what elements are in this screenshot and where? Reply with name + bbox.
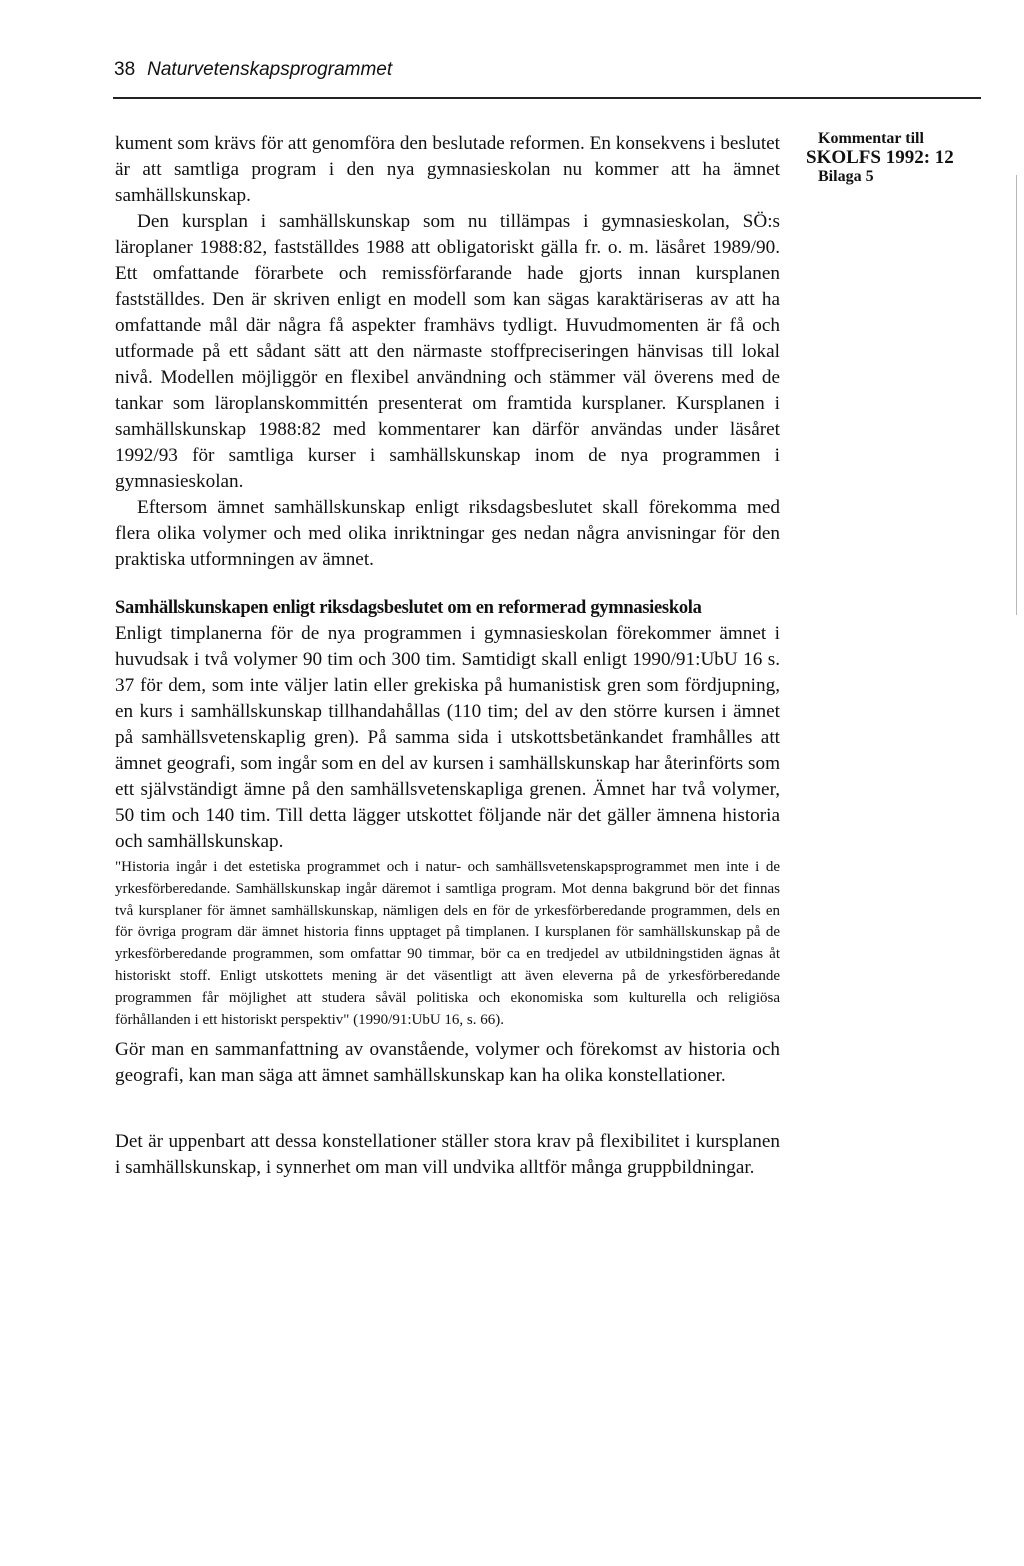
header-rule: [113, 97, 981, 99]
paragraph-5: Gör man en sammanfattning av ovanstående, volymer och förekomst av historia och geografi, kan man säga att ämnet samhällskunskap kan ha olika konstellationer.: [115, 1039, 780, 1087]
block-quote: "Historia ingår i det estetiska programmet och i natur- och samhällsvetenskapsprogrammet men inte i de yrkesförberedande. Samhällskunskap ingår däremot i samtliga program. Mot denna bakgrund bör det finnas två kursplaner för ämnet samhällskunskap, nämligen dels en för de yrkesförberedande programmen, dels en för övriga program där ämnet historia finns upptaget på timplanen. I kursplanen för samhällskunskap på de yrkesförberedande programmen, som omfattar 90 timmar, bör ca en tredjedel av utbildningstiden ägnas åt historiskt stoff. Enligt utskottets mening är det väsentligt att även eleverna på de yrkesförberedande programmen får möjlighet att studera såväl politiska och ekonomiska som kulturella och religiösa förhållanden i ett historiskt perspektiv" (1990/91:UbU 16, s. 66).: [115, 859, 780, 1028]
paragraph-4: Enligt timplanerna för de nya programmen i gymnasieskolan förekommer ämnet i huvudsak i två volymer 90 tim och 300 tim. Samtidigt skall enligt 1990/91:UbU 16 s. 37 för dem, som inte väljer latin eller grekiska på humanistisk gren som fördjupning, en kurs i samhällskunskap tillhandahållas (110 tim; del av den större kursen i ämnet på samhällsvetenskaplig gren). På samma sida i utskottsbetänkandet framhålles att ämnet geografi, som ingår som en del av kursen i samhällskunskap har återinförts som ett självständigt ämne på den samhällsvetenskapliga grenen. Ämnet har två volymer, 50 tim och 140 tim. Till detta lägger utskottet följande när det gäller ämnena historia och samhällskunskap.: [115, 623, 780, 852]
main-text-column: [115, 131, 780, 1181]
margin-note-line-3: Bilaga 5: [818, 168, 874, 185]
section-heading: Samhällskunskapen enligt riksdagsbeslutet om en reformerad gymnasieskola: [115, 598, 702, 618]
paragraph-3: Eftersom ämnet samhällskunskap enligt riksdagsbeslutet skall förekomma med flera olika volymer och med olika inriktningar ges nedan några anvisningar för den praktiska utformningen av ämnet.: [115, 497, 780, 570]
running-title: Naturvetenskapsprogrammet: [147, 59, 393, 80]
margin-note-line-1: Kommentar till: [818, 130, 924, 147]
paragraph-6: Det är uppenbart att dessa konstellationer ställer stora krav på flexibilitet i kursplanen i samhällskunskap, i synnerhet om man vill undvika alltför många gruppbildningar.: [115, 1131, 780, 1179]
spacer: [115, 1089, 780, 1129]
page-number: 38: [114, 59, 136, 80]
running-header: [114, 58, 984, 82]
margin-note: [806, 129, 986, 186]
margin-note-line-2: SKOLFS 1992: 12: [806, 147, 954, 168]
margin-scan-line: [1016, 175, 1017, 615]
paragraph-1: kument som krävs för att genomföra den beslutade reformen. En konsekvens i beslutet är att samtliga program i den nya gymnasieskolan nu kommer att ha ämnet samhällskunskap.: [115, 133, 780, 206]
paragraph-2: Den kursplan i samhällskunskap som nu tillämpas i gymnasieskolan, SÖ:s läroplaner 1988:82, fastställdes 1988 att obligatoriskt gälla fr. o. m. läsåret 1989/90. Ett omfattande förarbete och remissförfarande hade gjorts innan kursplanen fastställdes. Den är skriven enligt en modell som kan sägas karaktäriseras av att ha omfattande mål där några få aspekter framhävs tydligt. Huvudmomenten är få och utformade på ett sådant sätt att den närmaste stoffpreciseringen hänvisas till lokal nivå. Modellen möjliggör en flexibel användning och stämmer väl överens med de tankar som läroplanskommittén presenterat om framtida kursplaner. Kursplanen i samhällskunskap 1988:82 med kommentarer kan därför användas under läsåret 1992/93 för samtliga kurser i samhällskunskap inom de nya programmen i gymnasieskolan.: [115, 211, 780, 492]
spacer: [115, 573, 780, 595]
